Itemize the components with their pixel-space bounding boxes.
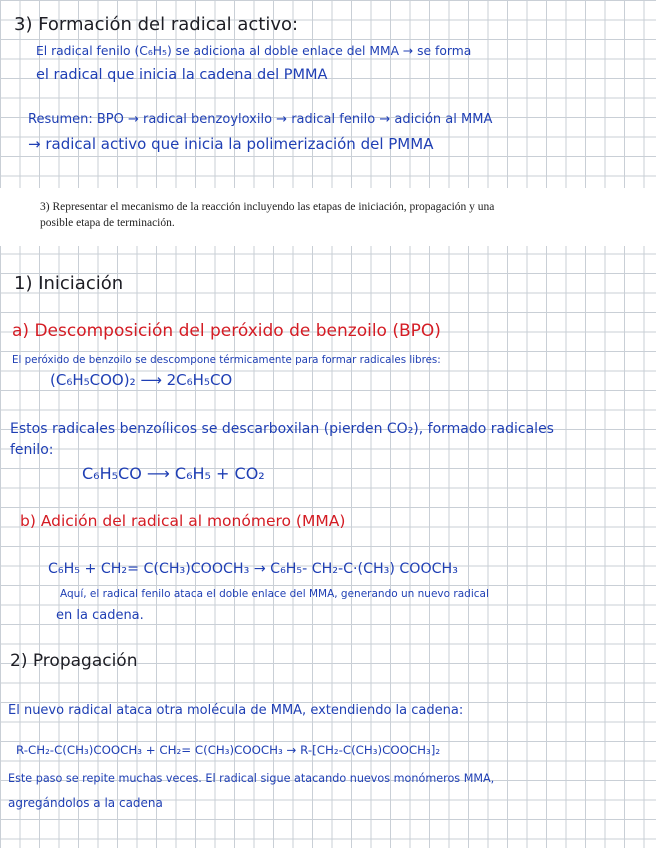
radical-addition-text: El radical fenilo (C₆H₅) se adiciona al doble enlace del MMA → se forma	[36, 44, 472, 58]
radical-addition-text-cont: el radical que inicia la cadena del PMMA	[36, 67, 328, 83]
bpo-decomposition-heading: a) Descomposición del peróxido de benzoilo (BPO)	[12, 321, 441, 341]
bpo-decomposition-text: El peróxido de benzoilo se descompone térmicamente para formar radicales libres:	[12, 354, 441, 366]
summary-line-cont: → radical activo que inicia la polimerización del PMMA	[28, 135, 434, 153]
decarboxylation-text: Estos radicales benzoílicos se descarboxilan (pierden CO₂), formado radicales	[10, 421, 554, 437]
addition-explanation: Aquí, el radical fenilo ataca el doble enlace del MMA, generando un nuevo radical	[60, 588, 489, 600]
decarboxylation-text-cont: fenilo:	[10, 442, 54, 458]
decarboxylation-equation: C₆H₅CO ⟶ C₆H₅ + CO₂	[82, 464, 265, 483]
propagation-note-cont: agregándolos a la cadena	[8, 796, 163, 810]
question-text: 3) Representar el mecanismo de la reacción incluyendo las etapas de iniciación, propagación y una	[40, 201, 495, 213]
propagation-heading: 2) Propagación	[10, 651, 138, 671]
printed-question-box	[0, 188, 656, 246]
bpo-equation: (C₆H₅COO)₂ ⟶ 2C₆H₅CO	[50, 371, 233, 389]
question-text-cont: posible etapa de terminación.	[40, 217, 175, 229]
addition-explanation-cont: en la cadena.	[56, 608, 144, 623]
summary-line: Resumen: BPO → radical benzoyloxilo → radical fenilo → adición al MMA	[28, 112, 493, 127]
section-3-heading: 3) Formación del radical activo:	[14, 14, 299, 35]
propagation-note: Este paso se repite muchas veces. El radical sigue atacando nuevos monómeros MMA,	[8, 772, 495, 785]
radical-addition-heading: b) Adición del radical al monómero (MMA)	[20, 512, 346, 530]
addition-equation: C₆H₅ + CH₂= C(CH₃)COOCH₃ → C₆H₅- CH₂-C·(CH₃) COOCH₃	[48, 561, 458, 577]
propagation-text: El nuevo radical ataca otra molécula de MMA, extendiendo la cadena:	[8, 703, 464, 718]
initiation-heading: 1) Iniciación	[14, 273, 124, 294]
propagation-equation: R-CH₂-C(CH₃)COOCH₃ + CH₂= C(CH₃)COOCH₃ → R-[CH₂-C(CH₃)COOCH₃]₂	[16, 743, 441, 757]
